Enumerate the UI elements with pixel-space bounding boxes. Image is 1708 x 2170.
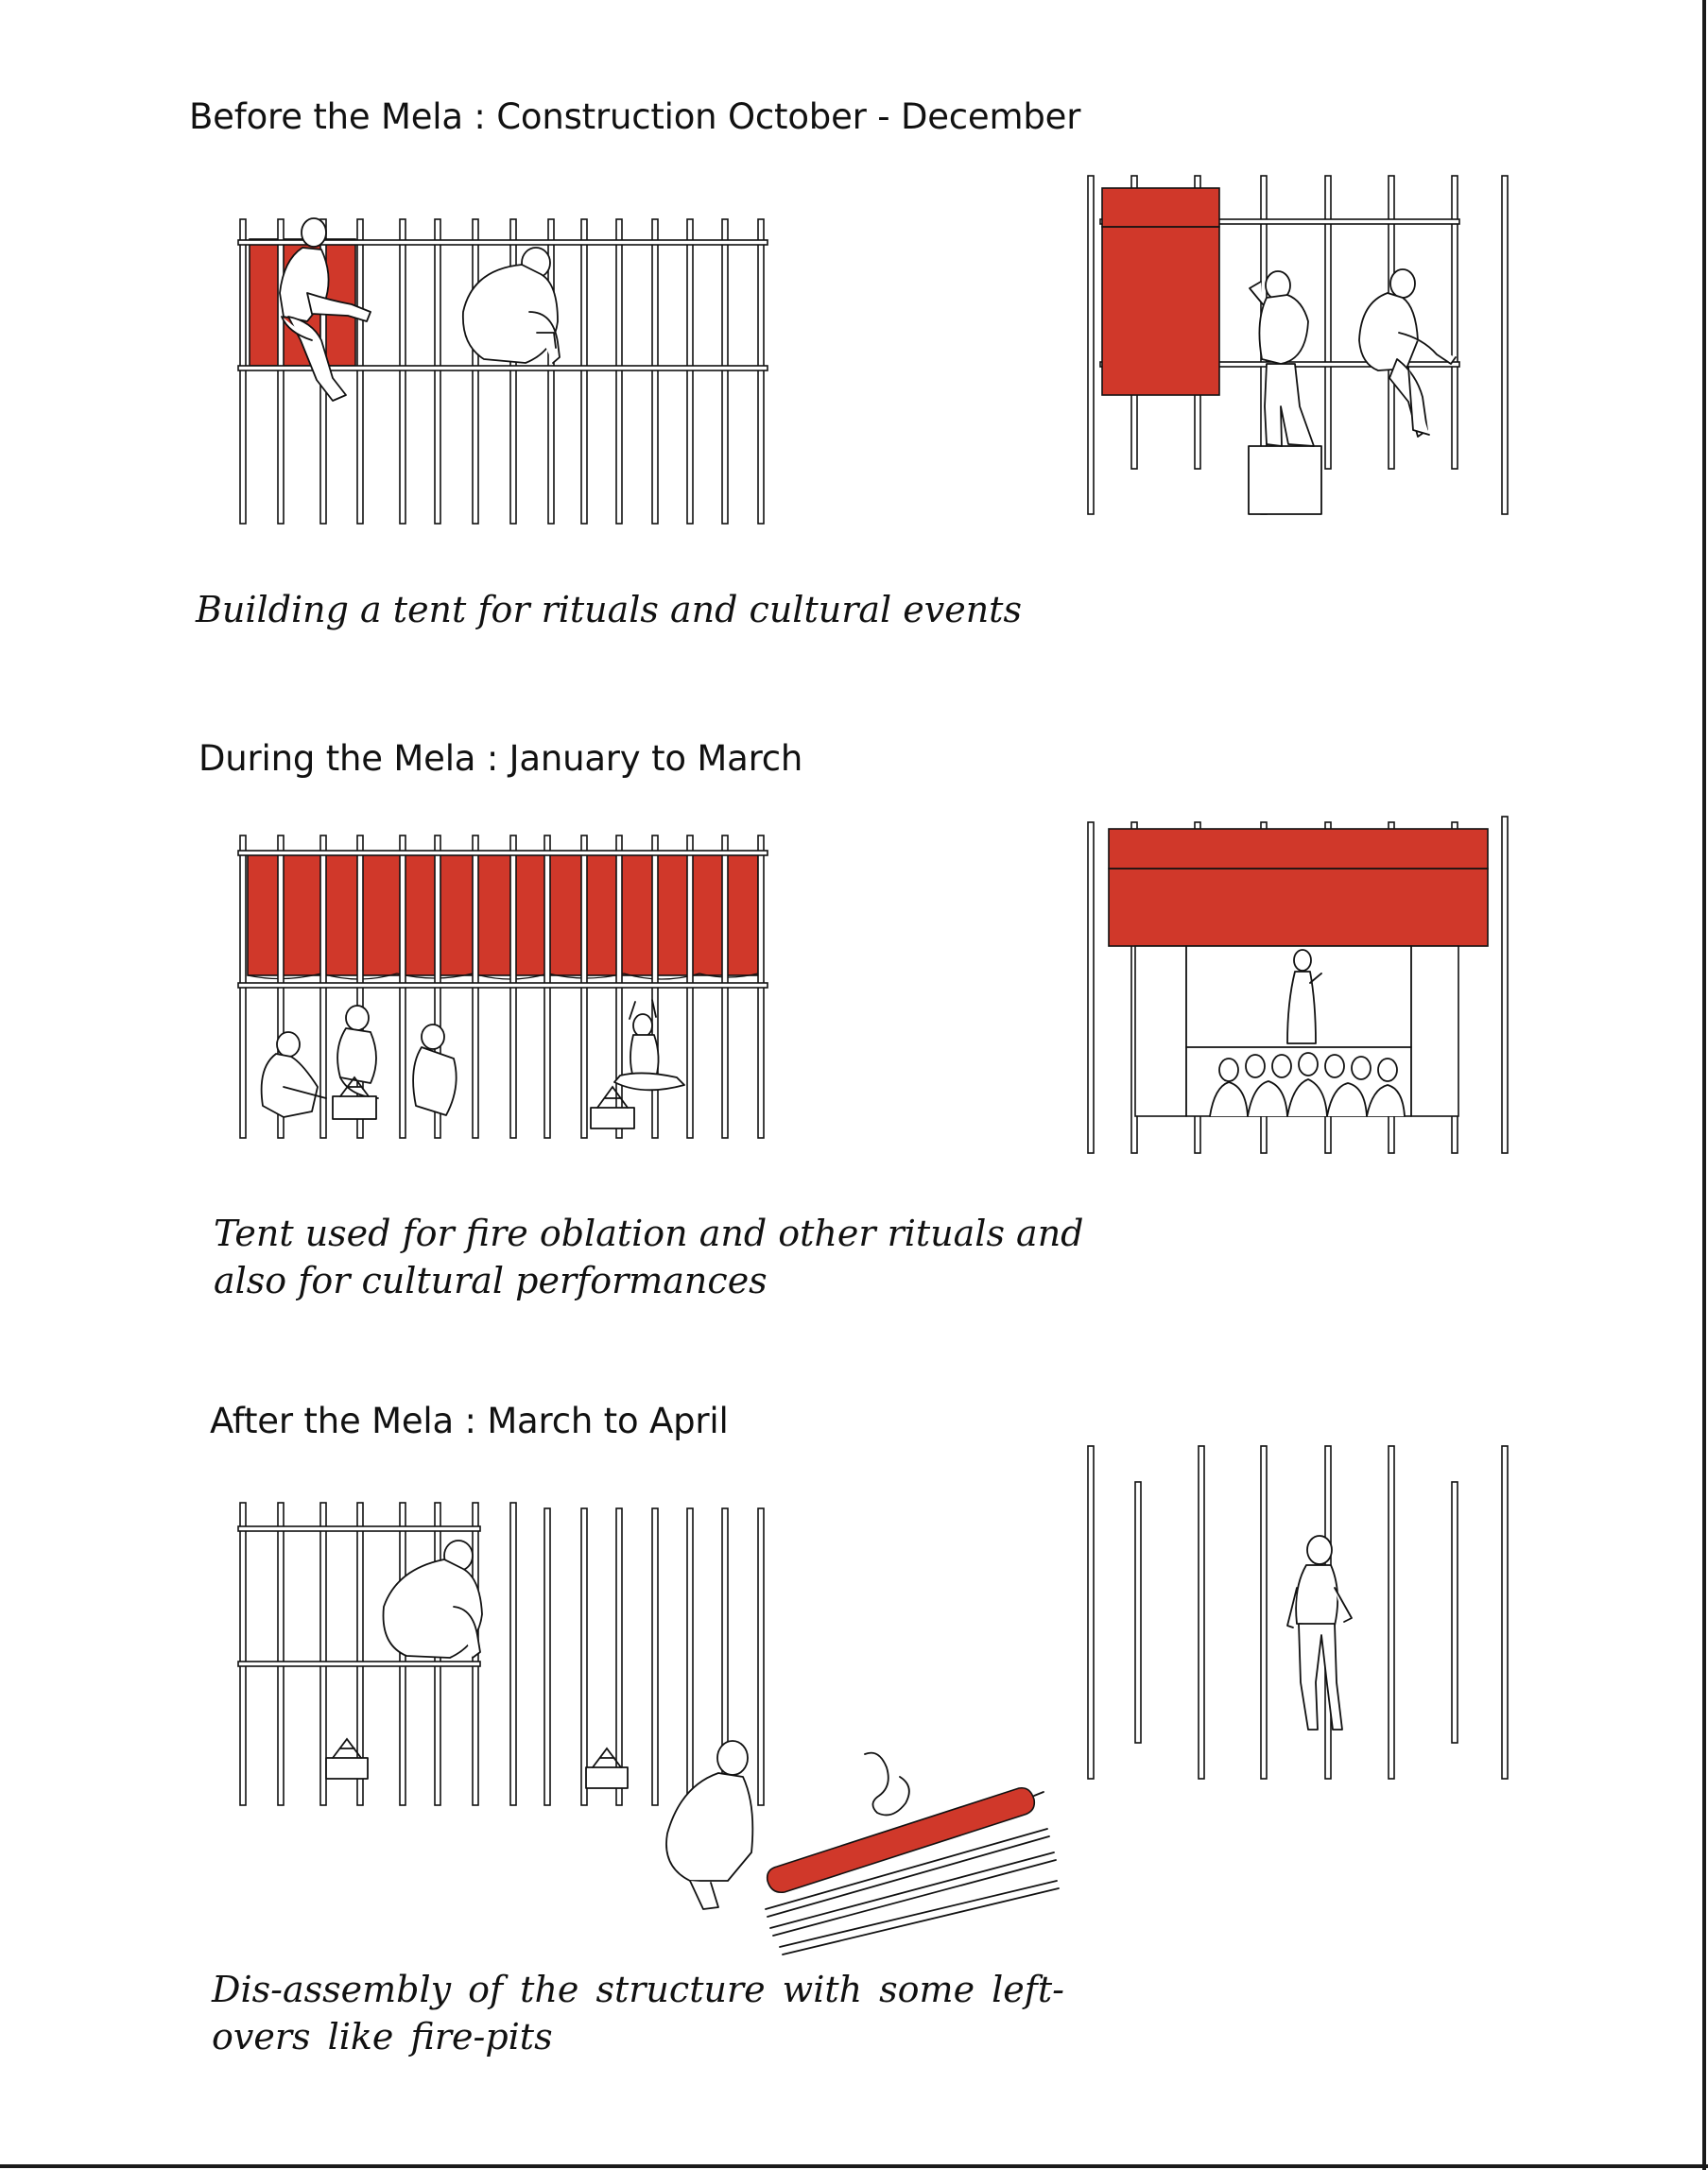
kneeling-worker-figure — [666, 1741, 752, 1909]
section-2-heading: During the Mela : January to March — [198, 738, 803, 779]
rope-coil — [865, 1753, 909, 1816]
scaffold-elevation-after — [238, 1503, 1059, 1955]
poles-side-after — [1088, 1446, 1508, 1779]
section-2-caption: Tent used for fire oblation and other rituals and also for cultural performances — [214, 1213, 1084, 1301]
section-3-heading: After the Mela : March to April — [210, 1401, 729, 1441]
leftover-fire-pit-2 — [586, 1767, 628, 1788]
section-1-caption: Building a tent for rituals and cultural events — [196, 589, 1022, 630]
section-1-heading: Before the Mela : Construction October - December — [189, 96, 1081, 137]
leftover-fire-pit-1 — [326, 1758, 368, 1779]
section-3-caption: Dis-assembly of the structure with some left-overs like fire-pits — [212, 1969, 1064, 2058]
crouching-worker-after — [384, 1541, 483, 1658]
walking-man-figure — [1287, 1536, 1352, 1730]
